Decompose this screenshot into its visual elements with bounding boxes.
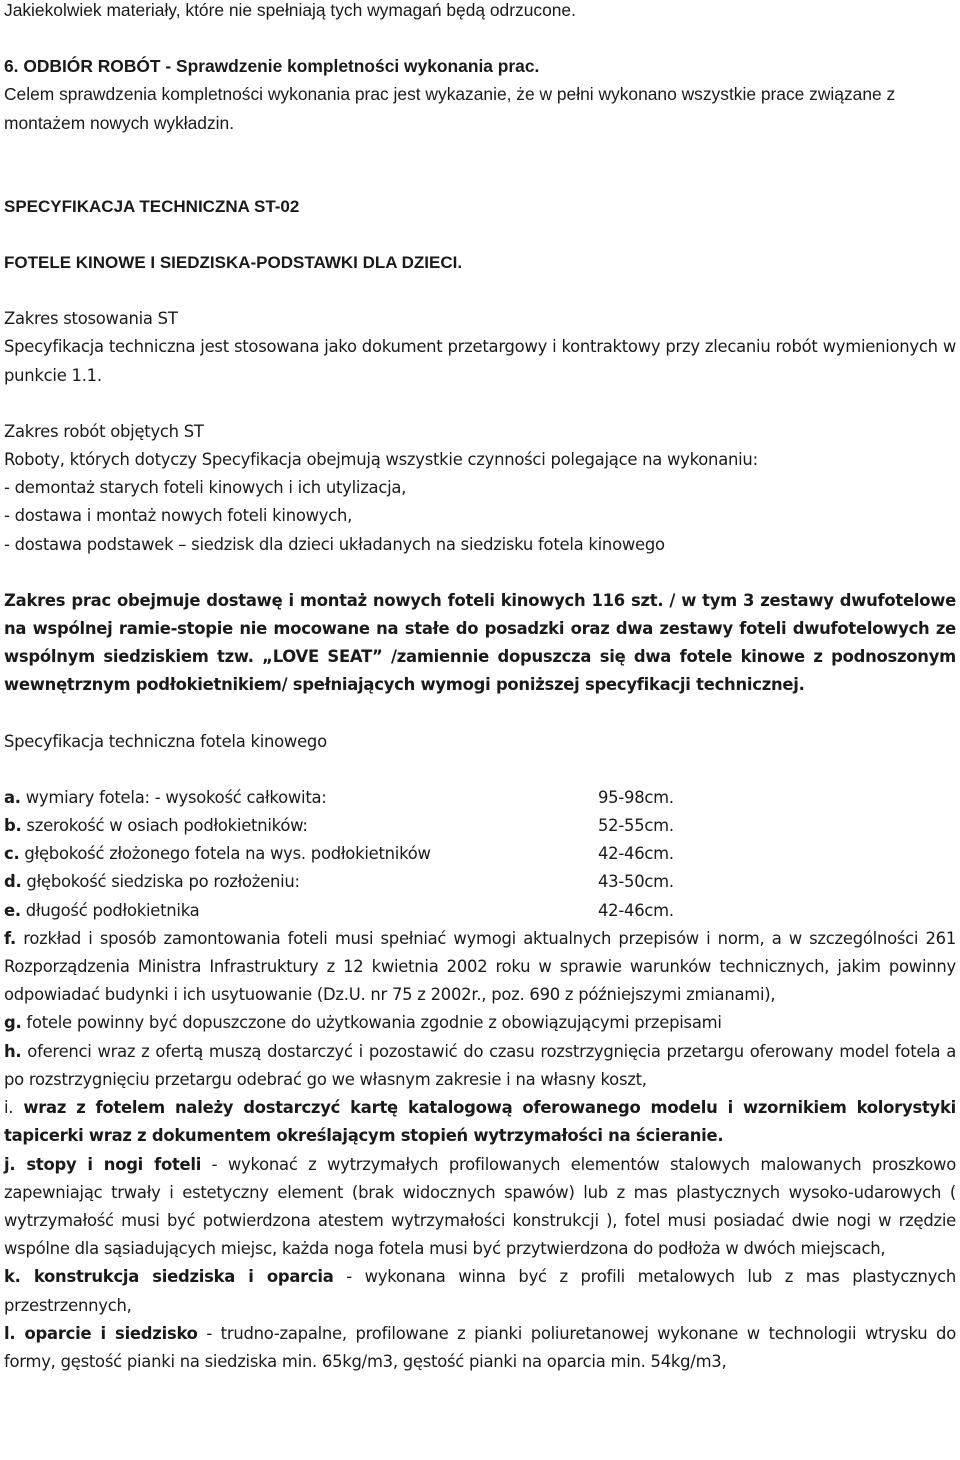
item-letter: l. bbox=[4, 1323, 16, 1343]
item-title: stopy i nogi foteli bbox=[15, 1154, 202, 1174]
dimension-value: 42-46cm. bbox=[598, 900, 674, 920]
dimension-label: długość podłokietnika bbox=[20, 900, 200, 920]
spacer bbox=[4, 390, 956, 418]
item-letter: j. bbox=[4, 1154, 16, 1174]
chair-spec-heading: Specyfikacja techniczna fotela kinowego bbox=[4, 731, 327, 751]
scope-use-text: Specyfikacja techniczna jest stosowana jako dokument przetargowy i kontraktowy przy zlecaniu robót wymienionych w punkcie 1.1. bbox=[4, 337, 956, 385]
dimension-value: 95-98cm. bbox=[598, 787, 674, 807]
dimension-value: 43-50cm. bbox=[598, 872, 674, 892]
dimension-row bbox=[4, 840, 956, 868]
item-text: - wykonać z wytrzymałych profilowanych elementów stalowych malowanych proszkowo zapewniając trwały i estetyczny element (brak widocznych spawów) lub z mas plastycznych wysoko-udarowych ( wytrzymałość musi być potwierdzona atestem wytrzymałości konstrukcji ), fotel musi posiadać dwie nogi w rzędzie wspólne dla sąsiadujących miejsc, każda noga fotela musi być przytwierdzona do podłoża w dwóch miejscach, bbox=[4, 1154, 956, 1259]
dimension-row bbox=[4, 868, 956, 896]
spacer bbox=[4, 559, 956, 587]
scope-bold-paragraph: Zakres prac obejmuje dostawę i montaż nowych foteli kinowych 116 szt. / w tym 3 zestawy dwufotelowe na wspólnej ramie-stopie nie mocowane na stałe do posadzki oraz dwa zestawy foteli dwufotelowych ze wspólnym siedziskiem tzw. „LOVE SEAT” /zamiennie dopuszcza się dwa fotele kinowe z podnoszonym wewnętrznym podłokietnikiem/ spełniających wymogi poniższej specyfikacji technicznej. bbox=[4, 590, 956, 695]
dimension-value: 42-46cm. bbox=[598, 844, 674, 864]
dimension-label: szerokość w osiach podłokietników: bbox=[21, 816, 308, 836]
section-6-text: Celem sprawdzenia kompletności wykonania prac jest wykazanie, że w pełni wykonano wszystkie prace związane z montażem nowych wykładzin. bbox=[4, 84, 896, 133]
item-title: konstrukcja siedziska i oparcia bbox=[20, 1267, 334, 1287]
top-line: Jakiekolwiek materiały, które nie spełniają tych wymagań będą odrzucone. bbox=[4, 0, 576, 20]
item-text: rozkład i sposób zamontowania foteli musi spełniać wymogi aktualnych przepisów i norm, a w szczególności 261 Rozporządzenia Ministra Infrastruktury z 12 kwietnia 2002 roku w sprawie warunków technicznych, jakim powinny odpowiadać budynki i ich usytuowanie (Dz.U. nr 75 z 2002r., poz. 690 z późniejszymi zmianami), bbox=[4, 928, 956, 1005]
dimension-letter: b. bbox=[4, 816, 22, 836]
item-text: - wykonana winna być z profili metalowych lub z mas plastycznych przestrzennych, bbox=[4, 1267, 956, 1315]
dimension-row bbox=[4, 784, 956, 812]
spec-subtitle: FOTELE KINOWE I SIEDZISKA-PODSTAWKI DLA DZIECI. bbox=[4, 253, 463, 273]
scope-works-heading: Zakres robót objętych ST bbox=[4, 421, 204, 441]
list-item: - demontaż starych foteli kinowych i ich utylizacja, bbox=[4, 478, 407, 498]
item-letter: k. bbox=[4, 1267, 21, 1287]
spec-item-g bbox=[4, 1009, 956, 1037]
dimension-letter: e. bbox=[4, 900, 21, 920]
spec-item-j bbox=[4, 1151, 956, 1264]
spec-item-h bbox=[4, 1038, 956, 1094]
dimension-label: głębokość złożonego fotela na wys. podłokietników bbox=[19, 844, 431, 864]
item-letter: h. bbox=[4, 1041, 22, 1061]
item-text: fotele powinny być dopuszczone do użytkowania zgodnie z obowiązującymi przepisami bbox=[21, 1013, 722, 1033]
spec-item-i bbox=[4, 1094, 956, 1150]
dimension-letter: a. bbox=[4, 787, 21, 807]
spacer bbox=[4, 277, 956, 305]
dimension-label: głębokość siedziska po rozłożeniu: bbox=[21, 872, 300, 892]
item-letter: i. bbox=[4, 1098, 14, 1118]
spacer bbox=[4, 221, 956, 249]
scope-use-heading: Zakres stosowania ST bbox=[4, 309, 178, 329]
dimension-row bbox=[4, 897, 956, 925]
spacer bbox=[4, 137, 956, 165]
spec-item-k bbox=[4, 1263, 956, 1319]
spacer bbox=[4, 756, 956, 784]
scope-works-intro: Roboty, których dotyczy Specyfikacja obejmują wszystkie czynności polegające na wykonaniu: bbox=[4, 450, 758, 470]
spec-item-l bbox=[4, 1320, 956, 1376]
item-text: oferenci wraz z ofertą muszą dostarczyć i pozostawić do czasu rozstrzygnięcia przetargu oferowany model fotela a po rozstrzygnięciu przetargu odebrać go we własnym zakresie i na własny koszt, bbox=[4, 1041, 956, 1089]
dimension-letter: d. bbox=[4, 872, 22, 892]
section-6-heading: 6. ODBIÓR ROBÓT - Sprawdzenie kompletności wykonania prac. bbox=[4, 56, 540, 77]
dimension-letter: c. bbox=[4, 844, 20, 864]
spacer bbox=[4, 700, 956, 728]
item-text: wraz z fotelem należy dostarczyć kartę katalogową oferowanego modelu i wzornikiem kolorystyki tapicerki wraz z dokumentem określającym stopień wytrzymałości na ścieranie. bbox=[4, 1098, 956, 1146]
dimension-value: 52-55cm. bbox=[598, 816, 674, 836]
spacer bbox=[4, 165, 956, 193]
list-item: - dostawa i montaż nowych foteli kinowych, bbox=[4, 506, 353, 526]
item-text: - trudno-zapalne, profilowane z pianki poliuretanowej wykonane w technologii wtrysku do formy, gęstość pianki na siedziska min. 65kg/m3, gęstość pianki na oparcia min. 54kg/m3, bbox=[4, 1323, 956, 1371]
item-title: oparcie i siedzisko bbox=[15, 1323, 198, 1343]
spec-item-f bbox=[4, 925, 956, 1010]
list-item: - dostawa podstawek – siedzisk dla dzieci układanych na siedzisku fotela kinowego bbox=[4, 534, 665, 554]
spacer bbox=[4, 24, 956, 52]
spec-title: SPECYFIKACJA TECHNICZNA ST-02 bbox=[4, 196, 300, 216]
dimension-label: wymiary fotela: - wysokość całkowita: bbox=[20, 787, 327, 807]
item-letter: g. bbox=[4, 1013, 22, 1033]
item-letter: f. bbox=[4, 928, 16, 948]
dimension-row bbox=[4, 812, 956, 840]
